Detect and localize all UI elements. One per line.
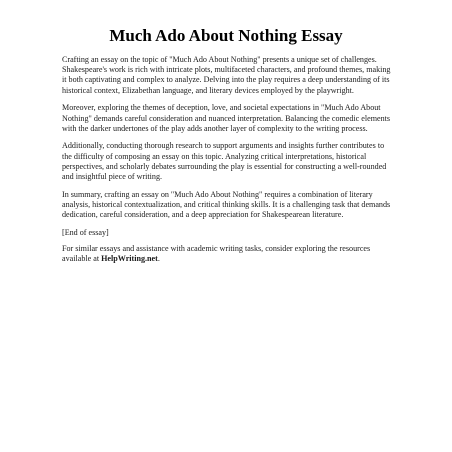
paragraph-summary: In summary, crafting an essay on "Much Ado About Nothing" requires a combination of literary analysis, historical contextualization, and critical thinking skills. It is a challenging task that demands dedication, careful consideration, and a deep appreciation for Shakespearean literature. — [62, 189, 391, 220]
paragraph-themes: Moreover, exploring the themes of deception, love, and societal expectations in "Much Ado About Nothing" demands careful consideration and nuanced interpretation. Balancing the comedic elements with the darker undertones of the play adds another layer of complexity to the writing process. — [62, 103, 391, 133]
helpwriting-link[interactable]: HelpWriting.net — [101, 254, 158, 264]
essay-body — [62, 55, 392, 272]
page-title: Much Ado About Nothing Essay — [109, 26, 343, 45]
paragraph-closing — [62, 244, 392, 264]
paragraph-research: Additionally, conducting thorough research to support arguments and insights further contributes to the difficulty of composing an essay on this topic. Analyzing critical interpretations, historical perspectives, and scholarly debates surrounding the play is essential for constructing a well-rounded and insightful piece of writing. — [62, 141, 387, 182]
paragraph-intro: Crafting an essay on the topic of "Much Ado About Nothing" presents a unique set of challenges. Shakespeare's work is rich with intricate plots, multifaceted characters, and profound themes, making it both captivating and complex to analyze. Delving into the play requires a deep understanding of its historical context, Elizabethan language, and literary devices employed by the playwright. — [62, 55, 391, 95]
end-of-essay-marker: [End of essay] — [62, 227, 109, 237]
closing-text: For similar essays and assistance with academic writing tasks, consider exploring the resources available at — [62, 244, 371, 264]
closing-suffix: . — [157, 254, 160, 264]
